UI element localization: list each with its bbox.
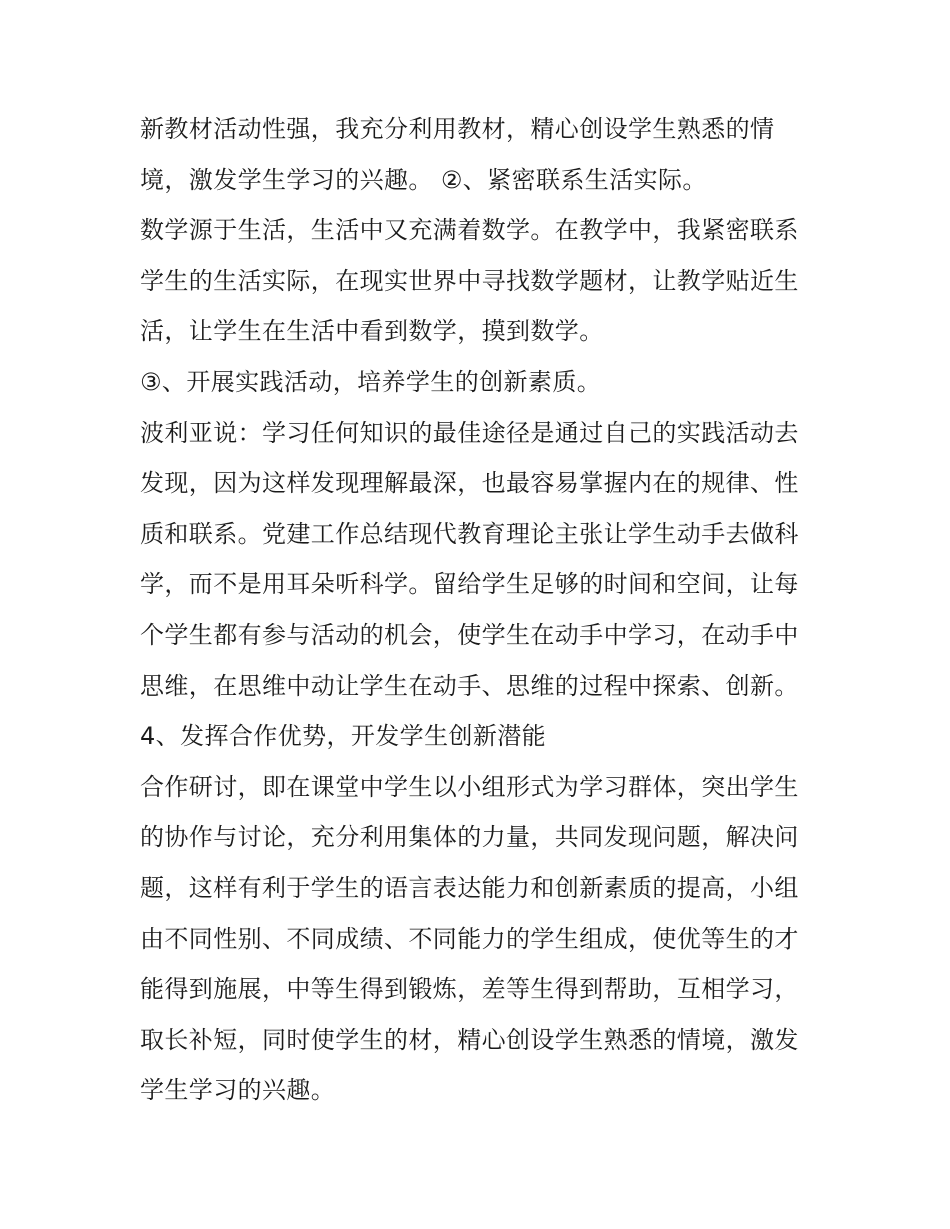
heading-cooperation: 4、发挥合作优势，开发学生创新潜能 (140, 722, 547, 751)
paragraph-intro: 新教材活动性强，我充分利用教材，精心创设学生熟悉的情境，激发学生学习的兴趣。 ②、紧密联系生活实际。 (140, 115, 775, 194)
document-body (140, 104, 820, 1116)
heading-practice-activities: ③、开展实践活动，培养学生的创新素质。 (140, 367, 602, 396)
paragraph-life-math: 数学源于生活，生活中又充满着数学。在教学中，我紧密联系学生的生活实际，在现实世界中寻找数学题材，让教学贴近生活，让学生在生活中看到数学，摸到数学。 (140, 216, 799, 346)
paragraph-cooperative-study: 合作研讨，即在课堂中学生以小组形式为学习群体，突出学生的协作与讨论，充分利用集体的力量，共同发现问题，解决问题，这样有利于学生的语言表达能力和创新素质的提高，小组由不同性别、不同成绩、不同能力的学生组成，使优等生的才能得到施展，中等生得到锻炼，差等生得到帮助，互相学习，取长补短，同时使学生的材，精心创设学生熟悉的情境，激发学生学习的兴趣。 (140, 772, 799, 1105)
paragraph-polya: 波利亚说：学习任何知识的最佳途径是通过自己的实践活动去发现，因为这样发现理解最深，也最容易掌握内在的规律、性质和联系。党建工作总结现代教育理论主张让学生动手去做科学，而不是用耳朵听科学。留给学生足够的时间和空间，让每个学生都有参与活动的机会，使学生在动手中学习，在动手中思维，在思维中动让学生在动手、思维的过程中探索、创新。 (140, 418, 799, 700)
